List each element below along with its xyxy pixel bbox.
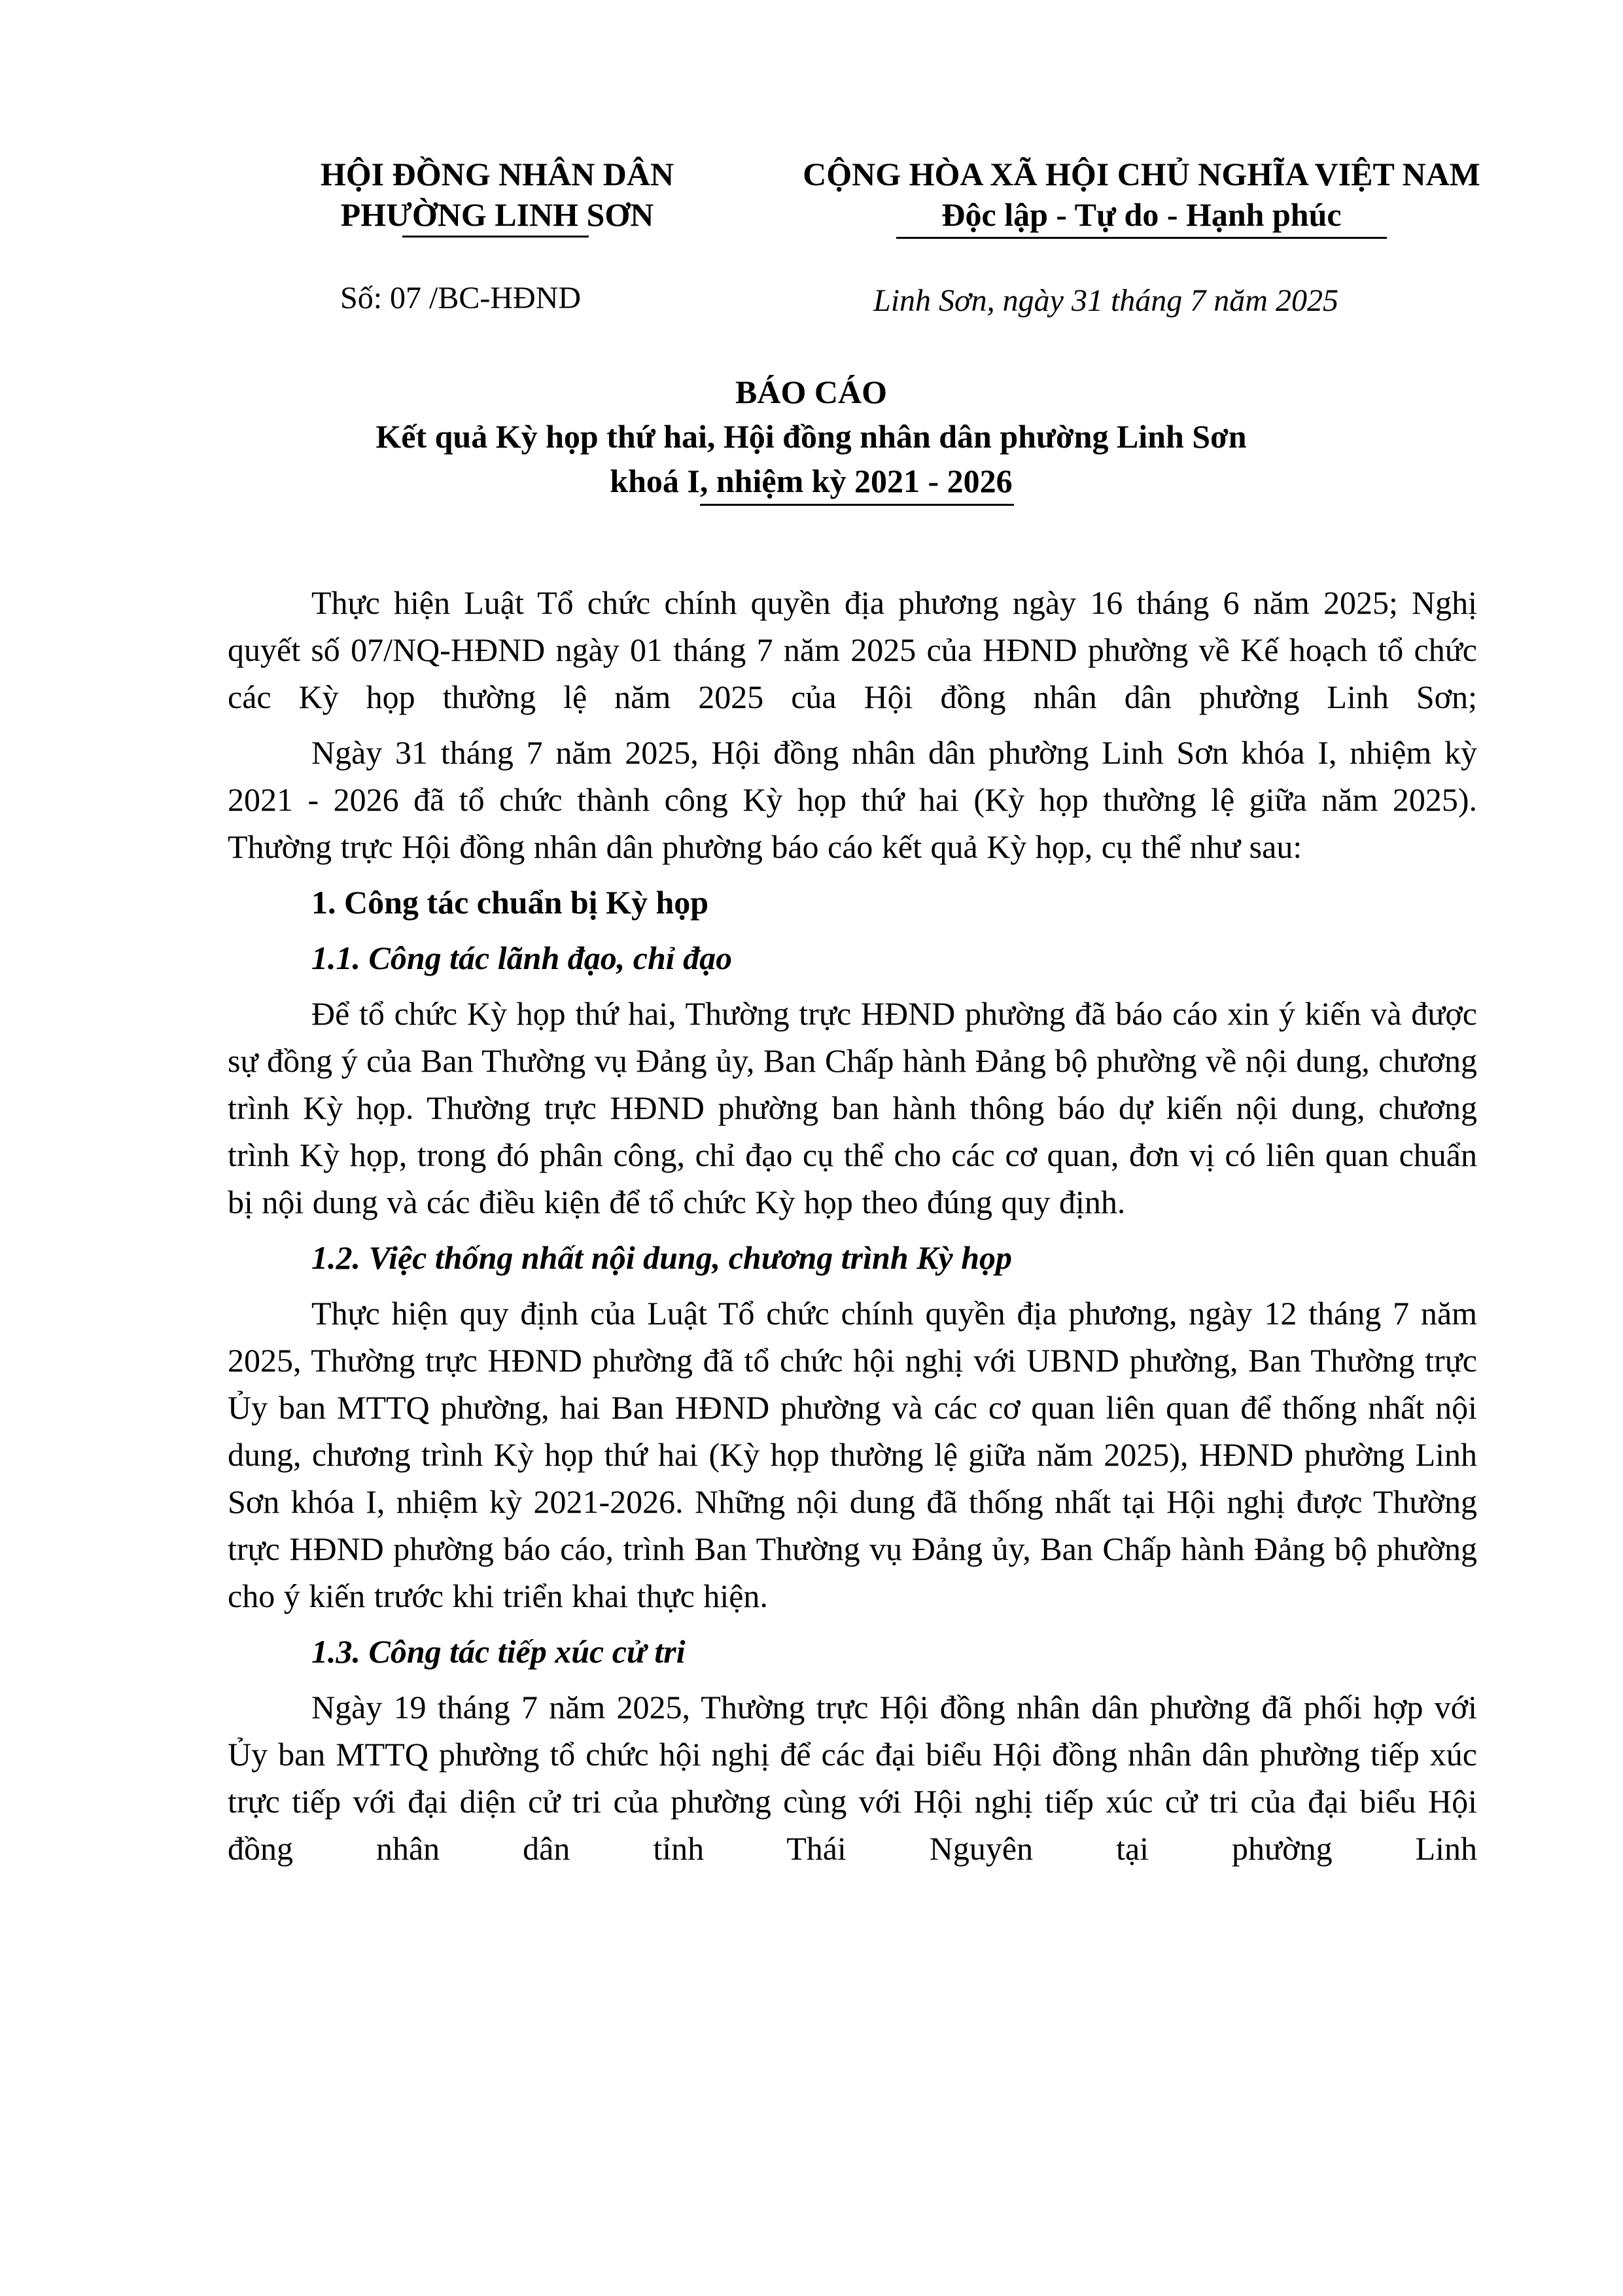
section-1-2-heading: 1.2. Việc thống nhất nội dung, chương trình Kỳ họp <box>311 1239 1012 1276</box>
section-1-3-paragraph: Ngày 19 tháng 7 năm 2025, Thường trực Hội đồng nhân dân phường đã phối hợp với Ủy ban MTTQ phường tổ chức hội nghị để các đại biểu Hội đồng nhân dân phường tiếp xúc trực tiếp với đại diện cử tri của phường cùng với Hội nghị tiếp xúc cử tri của đại biểu Hội đồng nhân dân tỉnh Thái Nguyên tại phường Linh <box>228 1689 1477 1867</box>
section-1-1-paragraph: Để tổ chức Kỳ họp thứ hai, Thường trực HĐND phường đã báo cáo xin ý kiến và được sự đồng ý của Ban Thường vụ Đảng ủy, Ban Chấp hành Đảng bộ phường về nội dung, chương trình Kỳ họp. Thường trực HĐND phường ban hành thông báo dự kiến nội dung, chương trình Kỳ họp, trong đó phân công, chỉ đạo cụ thể cho các cơ quan, đơn vị có liên quan chuẩn bị nội dung và các điều kiện để tổ chức Kỳ họp theo đúng quy định. <box>228 995 1477 1220</box>
motto-line: Độc lập - Tự do - Hạnh phúc <box>941 196 1342 233</box>
section-1-2-paragraph: Thực hiện quy định của Luật Tổ chức chính quyền địa phương, ngày 12 tháng 7 năm 2025, Thường trực HĐND phường đã tổ chức hội nghị với UBND phường, Ban Thường trực Ủy ban MTTQ phường, hai Ban HĐND phường và các cơ quan liên quan để thống nhất nội dung, chương trình Kỳ họp thứ hai (Kỳ họp thường lệ giữa năm 2025), HĐND phường Linh Sơn khóa I, nhiệm kỳ 2021-2026. Những nội dung đã thống nhất tại Hội nghị được Thường trực HĐND phường báo cáo, trình Ban Thường vụ Đảng ủy, Ban Chấp hành Đảng bộ phường cho ý kiến trước khi triển khai thực hiện. <box>228 1295 1477 1614</box>
authority-underline <box>402 236 589 238</box>
title-underline <box>700 504 1014 506</box>
motto-underline <box>896 237 1387 239</box>
country-name: CỘNG HÒA XÃ HỘI CHỦ NGHĨA VIỆT NAM <box>803 156 1480 192</box>
issuing-authority <box>268 154 726 235</box>
authority-line-1: HỘI ĐỒNG NHÂN DÂN <box>320 156 674 192</box>
national-motto <box>739 154 1544 235</box>
intro-paragraph-2: Ngày 31 tháng 7 năm 2025, Hội đồng nhân dân phường Linh Sơn khóa I, nhiệm kỳ 2021 - 2026 đã tổ chức thành công Kỳ họp thứ hai (Kỳ họp thường lệ giữa năm 2025). Thường trực Hội đồng nhân dân phường báo cáo kết quả Kỳ họp, cụ thể như sau: <box>228 734 1477 865</box>
document-number: Số: 07 /BC-HĐND <box>340 281 582 315</box>
report-title <box>236 370 1387 503</box>
intro-paragraph-1: Thực hiện Luật Tổ chức chính quyền địa phương ngày 16 tháng 6 năm 2025; Nghị quyết số 07/NQ-HĐND ngày 01 tháng 7 năm 2025 của HĐND phường về Kế hoạch tổ chức các Kỳ họp thường lệ năm 2025 của Hội đồng nhân dân phường Linh Sơn; <box>228 584 1477 715</box>
title-line-3: khoá I, nhiệm kỳ 2021 - 2026 <box>610 463 1013 499</box>
report-body <box>228 579 1477 1881</box>
section-1-heading: 1. Công tác chuẩn bị Kỳ họp <box>311 884 709 921</box>
place-and-date: Linh Sơn, ngày 31 tháng 7 năm 2025 <box>873 283 1338 318</box>
title-line-2: Kết quả Kỳ họp thứ hai, Hội đồng nhân dân phường Linh Sơn <box>375 418 1247 455</box>
title-line-1: BÁO CÁO <box>735 374 887 410</box>
section-1-3-heading: 1.3. Công tác tiếp xúc cử tri <box>311 1633 686 1670</box>
authority-line-2: PHƯỜNG LINH SƠN <box>340 196 654 233</box>
section-1-1-heading: 1.1. Công tác lãnh đạo, chỉ đạo <box>311 940 733 976</box>
